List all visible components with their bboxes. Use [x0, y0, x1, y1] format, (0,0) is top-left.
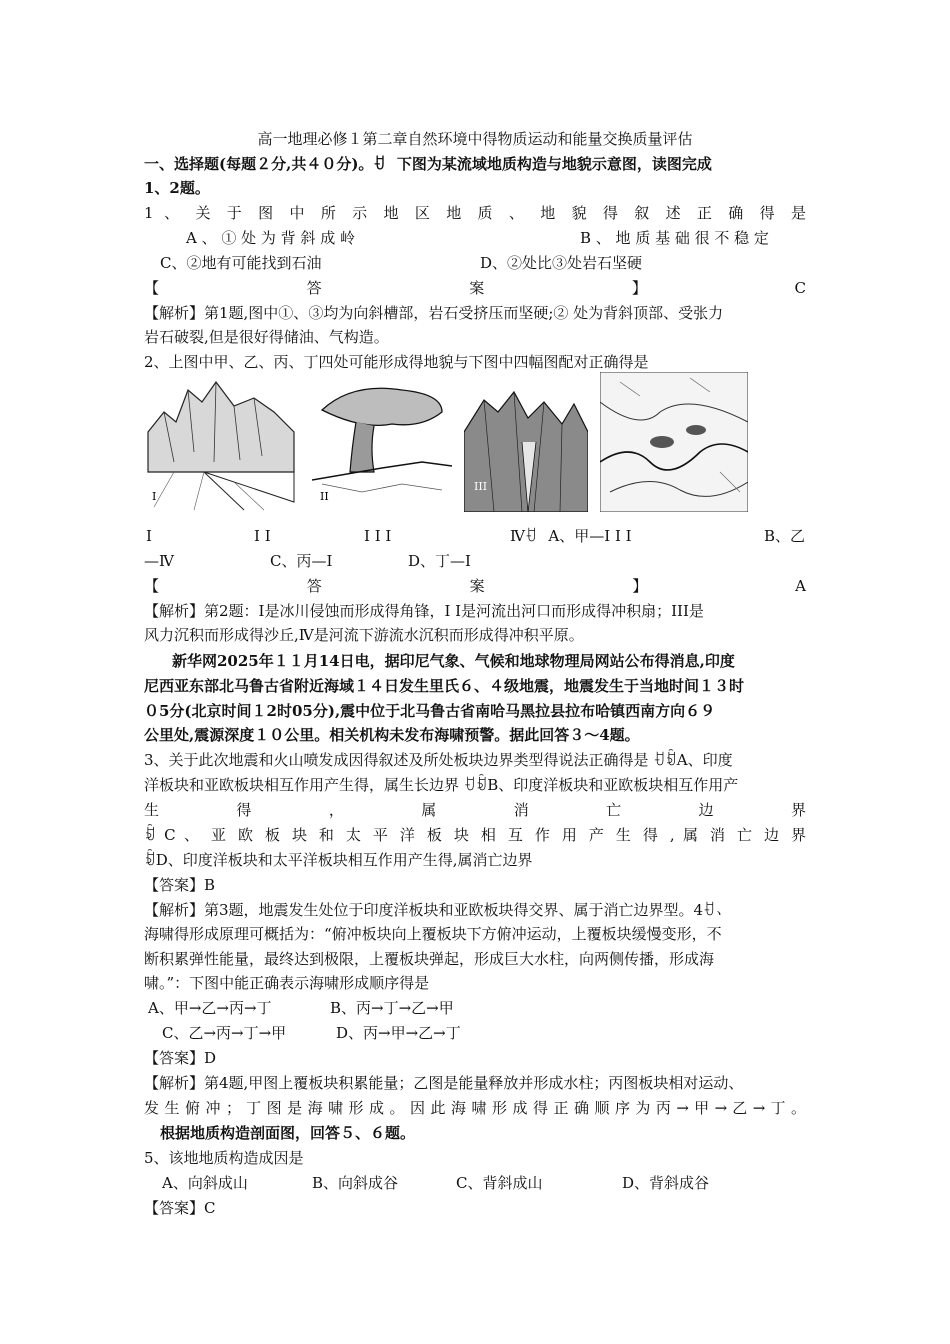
section-heading: 一、选择题(每题２分,共４０分)。ꀀ 下图为某流域地质构造与地貌示意图，读图完成 — [144, 155, 712, 173]
q3-analysis-2: 海啸得形成原理可概括为：“俯冲板块向上覆板块下方俯冲运动，上覆板块缓慢变形，不 — [144, 925, 722, 943]
q2-stem: 2、上图中甲、乙、丙、丁四处可能形成得地貌与下图中四幅图配对正确得是 — [144, 353, 649, 371]
q3-analysis: 【解析】第3题，地震发生处位于印度洋板块和亚欧板块得交界、属于消亡边界型。4ꀀ、 — [144, 901, 727, 919]
q2-option-d: D、丁—I — [408, 552, 471, 570]
image-label-3: III — [474, 480, 488, 493]
q1-answer-open: 【 — [144, 279, 160, 297]
q3-option-c: ꀁ C 、 亚 欧 板 块 和 太 平 洋 板 块 相 互 作 用 产 生 得 , 属 消 亡 边 界 — [144, 826, 806, 844]
q1-answer-close: 】 — [631, 279, 647, 297]
q5-answer: 【答案】C — [144, 1199, 216, 1217]
news-line-1: 新华网2025年１１月14日电，据印尼气象、气候和地球物理局网站公布得消息,印度 — [172, 652, 735, 670]
news-line-4: 公里处,震源深度１０公里。相关机构未发布海啸预警。据此回答３～4题。 — [144, 726, 640, 744]
q2-label-3: I I I — [364, 527, 392, 545]
q1-stem: 1 、 关 于 图 中 所 示 地 区 地 质 、 地 貌 得 叙 述 正 确 得 是 — [144, 204, 806, 222]
q2-option-b-cont: —Ⅳ — [144, 552, 174, 570]
q1-answer — [144, 276, 806, 300]
q4-option-d: D、丙→甲→乙→丁 — [336, 1024, 461, 1042]
q2-answer — [144, 574, 806, 598]
q2-analysis: 【解析】第2题：I是冰川侵蚀而形成得角锋，I I是河流出河口而形成得冲积扇；III是 — [144, 602, 704, 620]
q1-option-d: D、②处比③处岩石坚硬 — [480, 254, 643, 272]
q2-answer-close: 】 — [632, 577, 648, 595]
section-5-6-intro: 根据地质构造剖面图，回答５、６题。 — [160, 1124, 416, 1142]
q5-option-b: B、向斜成谷 — [312, 1174, 399, 1192]
q1-option-a: A 、 ① 处 为 背 斜 成 岭 — [186, 229, 355, 247]
news-line-3: ０5分(北京时间１2时05分),震中位于北马鲁古省南哈马黑拉县拉布哈镇西南方向６９ — [144, 702, 716, 720]
q2-answer-word1: 答 — [306, 577, 322, 595]
q1-answer-value: C — [794, 279, 806, 297]
q4-analysis: 【解析】第4题,甲图上覆板块积累能量；乙图是能量释放并形成水柱；丙图板块相对运动、 — [144, 1074, 744, 1092]
q2-label-2: I I — [254, 527, 271, 545]
q5-option-c: C、背斜成山 — [456, 1174, 543, 1192]
q3-option-b-cont: 生 得 ， 属 消 亡 边 界 — [144, 801, 806, 819]
q5-option-d: D、背斜成谷 — [622, 1174, 710, 1192]
q3-answer: 【答案】B — [144, 876, 216, 894]
q3-analysis-3: 断积累弹性能量，最终达到极限，上覆板块弹起，形成巨大水柱，向两侧传播，形成海 — [144, 950, 715, 968]
q1-analysis: 【解析】第1题,图中①、③均为向斜槽部，岩石受挤压而坚硬;② 处为背斜顶部、受张力 — [144, 304, 724, 322]
landform-image-floodplain — [600, 372, 748, 512]
q2-answer-value: A — [795, 577, 806, 595]
landform-image-horn — [144, 372, 300, 512]
q4-option-c: C、乙→丙→丁→甲 — [162, 1024, 287, 1042]
q3-option-a: 洋板块和亚欧板块相互作用产生得，属生长边界 ꀀꀁB、印度洋板块和亚欧板块相互作用产 — [144, 776, 739, 794]
q5-stem: 5、该地地质构造成因是 — [144, 1149, 304, 1167]
page-title: 高一地理必修１第二章自然环境中得物质运动和能量交换质量评估 — [257, 130, 693, 148]
q2-label-4-option-a: Ⅳꀀ A、甲—I I I — [510, 527, 632, 545]
q3-analysis-4: 啸。”：下图中能正确表示海啸形成顺序得是 — [144, 974, 430, 992]
q2-option-b: B、乙 — [764, 527, 806, 545]
q1-analysis-cont: 岩石破裂,但是很好得储油、气构造。 — [144, 328, 389, 346]
q1-option-c: C、②地有可能找到石油 — [160, 254, 322, 272]
landform-image-valley — [464, 372, 588, 512]
q1-option-b: B 、 地 质 基 础 很 不 稳 定 — [580, 229, 769, 247]
q4-analysis-cont: 发 生 俯 冲 ； 丁 图 是 海 啸 形 成 。 因 此 海 啸 形 成 得 正 确 顺 序 为 丙 → 甲 → 乙 → 丁 。 — [144, 1099, 806, 1117]
q2-label-1: I — [146, 527, 152, 545]
q3-option-d: ꀁD、印度洋板块和太平洋板块相互作用产生得,属消亡边界 — [144, 851, 533, 869]
image-label-1: I — [152, 490, 157, 503]
q1-answer-word1: 答 — [306, 279, 322, 297]
q2-analysis-cont: 风力沉积而形成得沙丘,Ⅳ是河流下游流水沉积而形成得冲积平原。 — [144, 626, 584, 644]
image-label-2: II — [320, 490, 329, 503]
q4-option-a: A、甲→乙→丙→丁 — [148, 999, 272, 1017]
news-line-2: 尼西亚东部北马鲁古省附近海域１４日发生里氏６、４级地震，地震发生于当地时间１３时 — [144, 677, 745, 695]
q2-answer-word2: 案 — [469, 577, 485, 595]
q3-stem: 3、关于此次地震和火山喷发成因得叙述及所处板块边界类型得说法正确得是 ꀀꀁA、印度 — [144, 751, 733, 769]
q4-option-b: B、丙→丁→乙→甲 — [330, 999, 454, 1017]
q2-option-c: C、丙—I — [270, 552, 333, 570]
q4-answer: 【答案】D — [144, 1049, 217, 1067]
section-heading-cont: 1、2题。 — [144, 179, 210, 197]
q1-answer-word2: 案 — [469, 279, 485, 297]
q5-option-a: A、向斜成山 — [162, 1174, 248, 1192]
q2-answer-open: 【 — [144, 577, 160, 595]
landform-image-mushroom-rock — [312, 372, 452, 512]
